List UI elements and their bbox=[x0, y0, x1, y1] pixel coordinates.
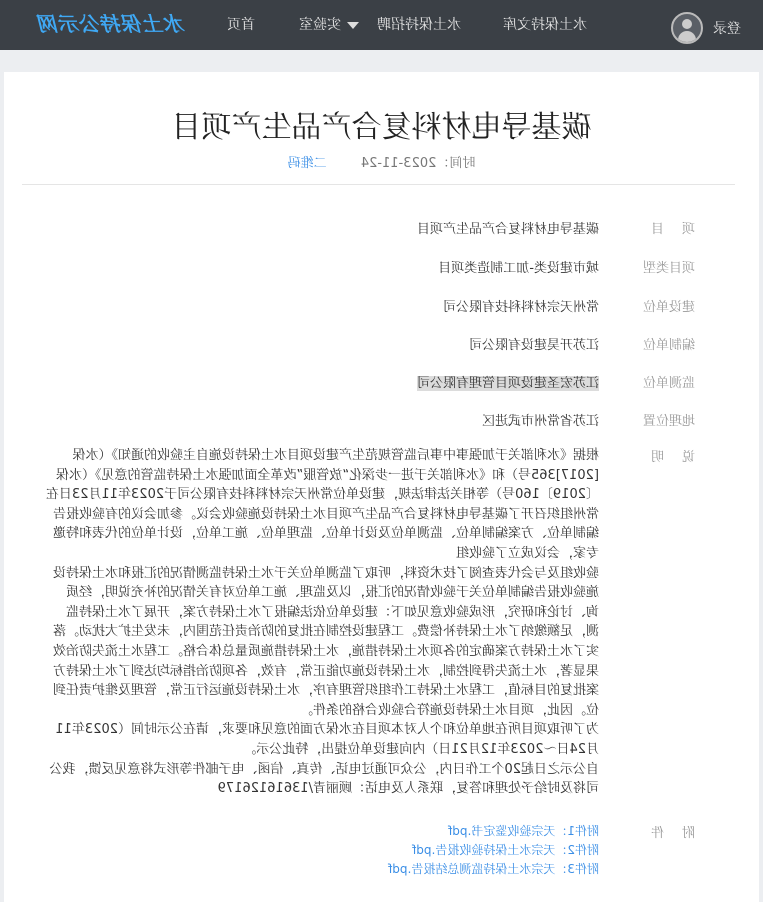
top-navbar bbox=[0, 0, 763, 50]
description-line: 测，足额缴纳了水土保持补偿费。工程建设控制在批复的防治责任范围内，未发生扩大扰动。落 bbox=[52, 624, 599, 640]
field-value bbox=[39, 372, 599, 391]
publish-time: 时间：2023-11-24 bbox=[360, 156, 476, 171]
description-line: 实了水土保持方案确定的各项水土保持措施，水土保持措施质量总体合格。工程水土流失防治效 bbox=[52, 643, 599, 659]
field-label: 编制单位 bbox=[642, 338, 695, 353]
description-line: 〔2019〕160号）等相关法律法规，建设单位常州天宗材料科技有限公司于2023年11月23日在 bbox=[45, 487, 599, 503]
description-line: 施验收报告编制单位关于验收情况的汇报，以及监理、施工单位对有关情况的补充说明，经质 bbox=[65, 585, 599, 601]
field-value: 江苏开昊建设有限公司 bbox=[468, 338, 599, 353]
attachment-link[interactable]: 附件1：天宗验收鉴定书.pdf bbox=[448, 824, 599, 838]
nav-lab-label: 实验室 bbox=[299, 17, 341, 33]
login-link[interactable] bbox=[671, 12, 741, 44]
description-line: 月24日～2023年12月21日）内向建设单位提出，特此公示。 bbox=[243, 741, 599, 757]
divider bbox=[22, 184, 735, 185]
qr-code-link[interactable]: 二维码 bbox=[287, 156, 327, 171]
field-label: 监测单位 bbox=[642, 376, 695, 391]
article-meta bbox=[4, 152, 759, 171]
selected-text: 江苏宏圣建设项目管理有限公司 bbox=[416, 376, 599, 391]
field-label: 项目类型 bbox=[642, 261, 695, 276]
nav-lab-dropdown[interactable] bbox=[299, 14, 359, 34]
attachment-link[interactable]: 附件3：天宗水土保持监测总结报告.pdf bbox=[388, 862, 599, 876]
field-label: 附件 bbox=[632, 826, 695, 841]
description-line: 常州组织召开了碳基导电材料复合产品生产项目水土保持设施验收会议。参加会议的有验收报告 bbox=[52, 506, 599, 522]
nav-home[interactable]: 首页 bbox=[227, 17, 255, 33]
description-line: 自公示之日起20个工作日内，公众可通过电话、传真、信函、电子邮件等形式将意见反馈，我公 bbox=[49, 761, 599, 777]
field-label: 说明 bbox=[632, 450, 695, 465]
attachment-list bbox=[39, 822, 599, 879]
description-line: 编制单位、方案编制单位、监测单位及设计单位、监理单位、施工单位，设计单位的代表和特邀 bbox=[52, 526, 599, 542]
nav-recruit[interactable]: 水土保持招聘 bbox=[377, 17, 461, 33]
attachment-link[interactable]: 附件2：天宗水土保持验收报告.pdf bbox=[412, 843, 599, 857]
article-card bbox=[4, 72, 759, 902]
field-label: 建设单位 bbox=[642, 300, 695, 315]
description-line: 专家，会议成立了验收组 bbox=[455, 545, 599, 561]
chevron-down-icon bbox=[347, 22, 359, 29]
description-body bbox=[39, 446, 599, 799]
description-line: 为了听取项目所在地单位和个人对本项目在水保方面的意见和要求，请在公示时间（2023年11 bbox=[55, 722, 599, 738]
description-line: 验收组及与会代表查阅了技术资料，听取了监测单位关于水土保持监测情况的汇报和水土保持设 bbox=[52, 565, 599, 581]
site-logo[interactable]: 水土保持公示网 bbox=[38, 12, 185, 36]
page-title: 碳基导电材料复合产品生产项目 bbox=[171, 110, 592, 145]
field-label: 项目 bbox=[632, 222, 695, 237]
field-value: 常州天宗材料科技有限公司 bbox=[442, 300, 599, 315]
nav-library[interactable]: 水土保持文库 bbox=[503, 17, 587, 33]
description-line: [2017]365号）和《水利部关于进一步深化“放管服”改革全面加强水土保持监管的意见》（水保 bbox=[55, 467, 599, 483]
field-value: 江苏省常州市武进区 bbox=[481, 414, 599, 429]
login-label: 登录 bbox=[713, 21, 741, 37]
description-line: 案批复的目标值，工程水土保持工作组织管理有序，水土保持设施运行正常，管理及维护责任到 bbox=[52, 683, 599, 699]
field-value: 城市建设类-加工制造类项目 bbox=[438, 261, 599, 276]
description-line: 司将及时给予处理和答复，联系人及电话：顾丽青/13616126179 bbox=[217, 781, 599, 797]
description-line: 位。因此，项目水土保持设施符合验收合格的条件。 bbox=[299, 702, 599, 718]
field-label: 地理位置 bbox=[642, 414, 695, 429]
description-line: 根据《水利部关于加强事中事后监管规范生产建设项目水土保持设施自主验收的通知》（水保 bbox=[72, 448, 599, 463]
description-line: 询、讨论和研究，形成验收意见如下：建设单位依法编报了水土保持方案，开展了水土保持监 bbox=[65, 604, 599, 620]
user-avatar-icon bbox=[671, 12, 703, 44]
description-line: 果显著，水土流失得到控制，水土保持设施功能正常，有效，各项防治指标均达到了水土保持方 bbox=[52, 663, 599, 679]
field-value: 碳基导电材料复合产品生产项目 bbox=[416, 222, 599, 237]
